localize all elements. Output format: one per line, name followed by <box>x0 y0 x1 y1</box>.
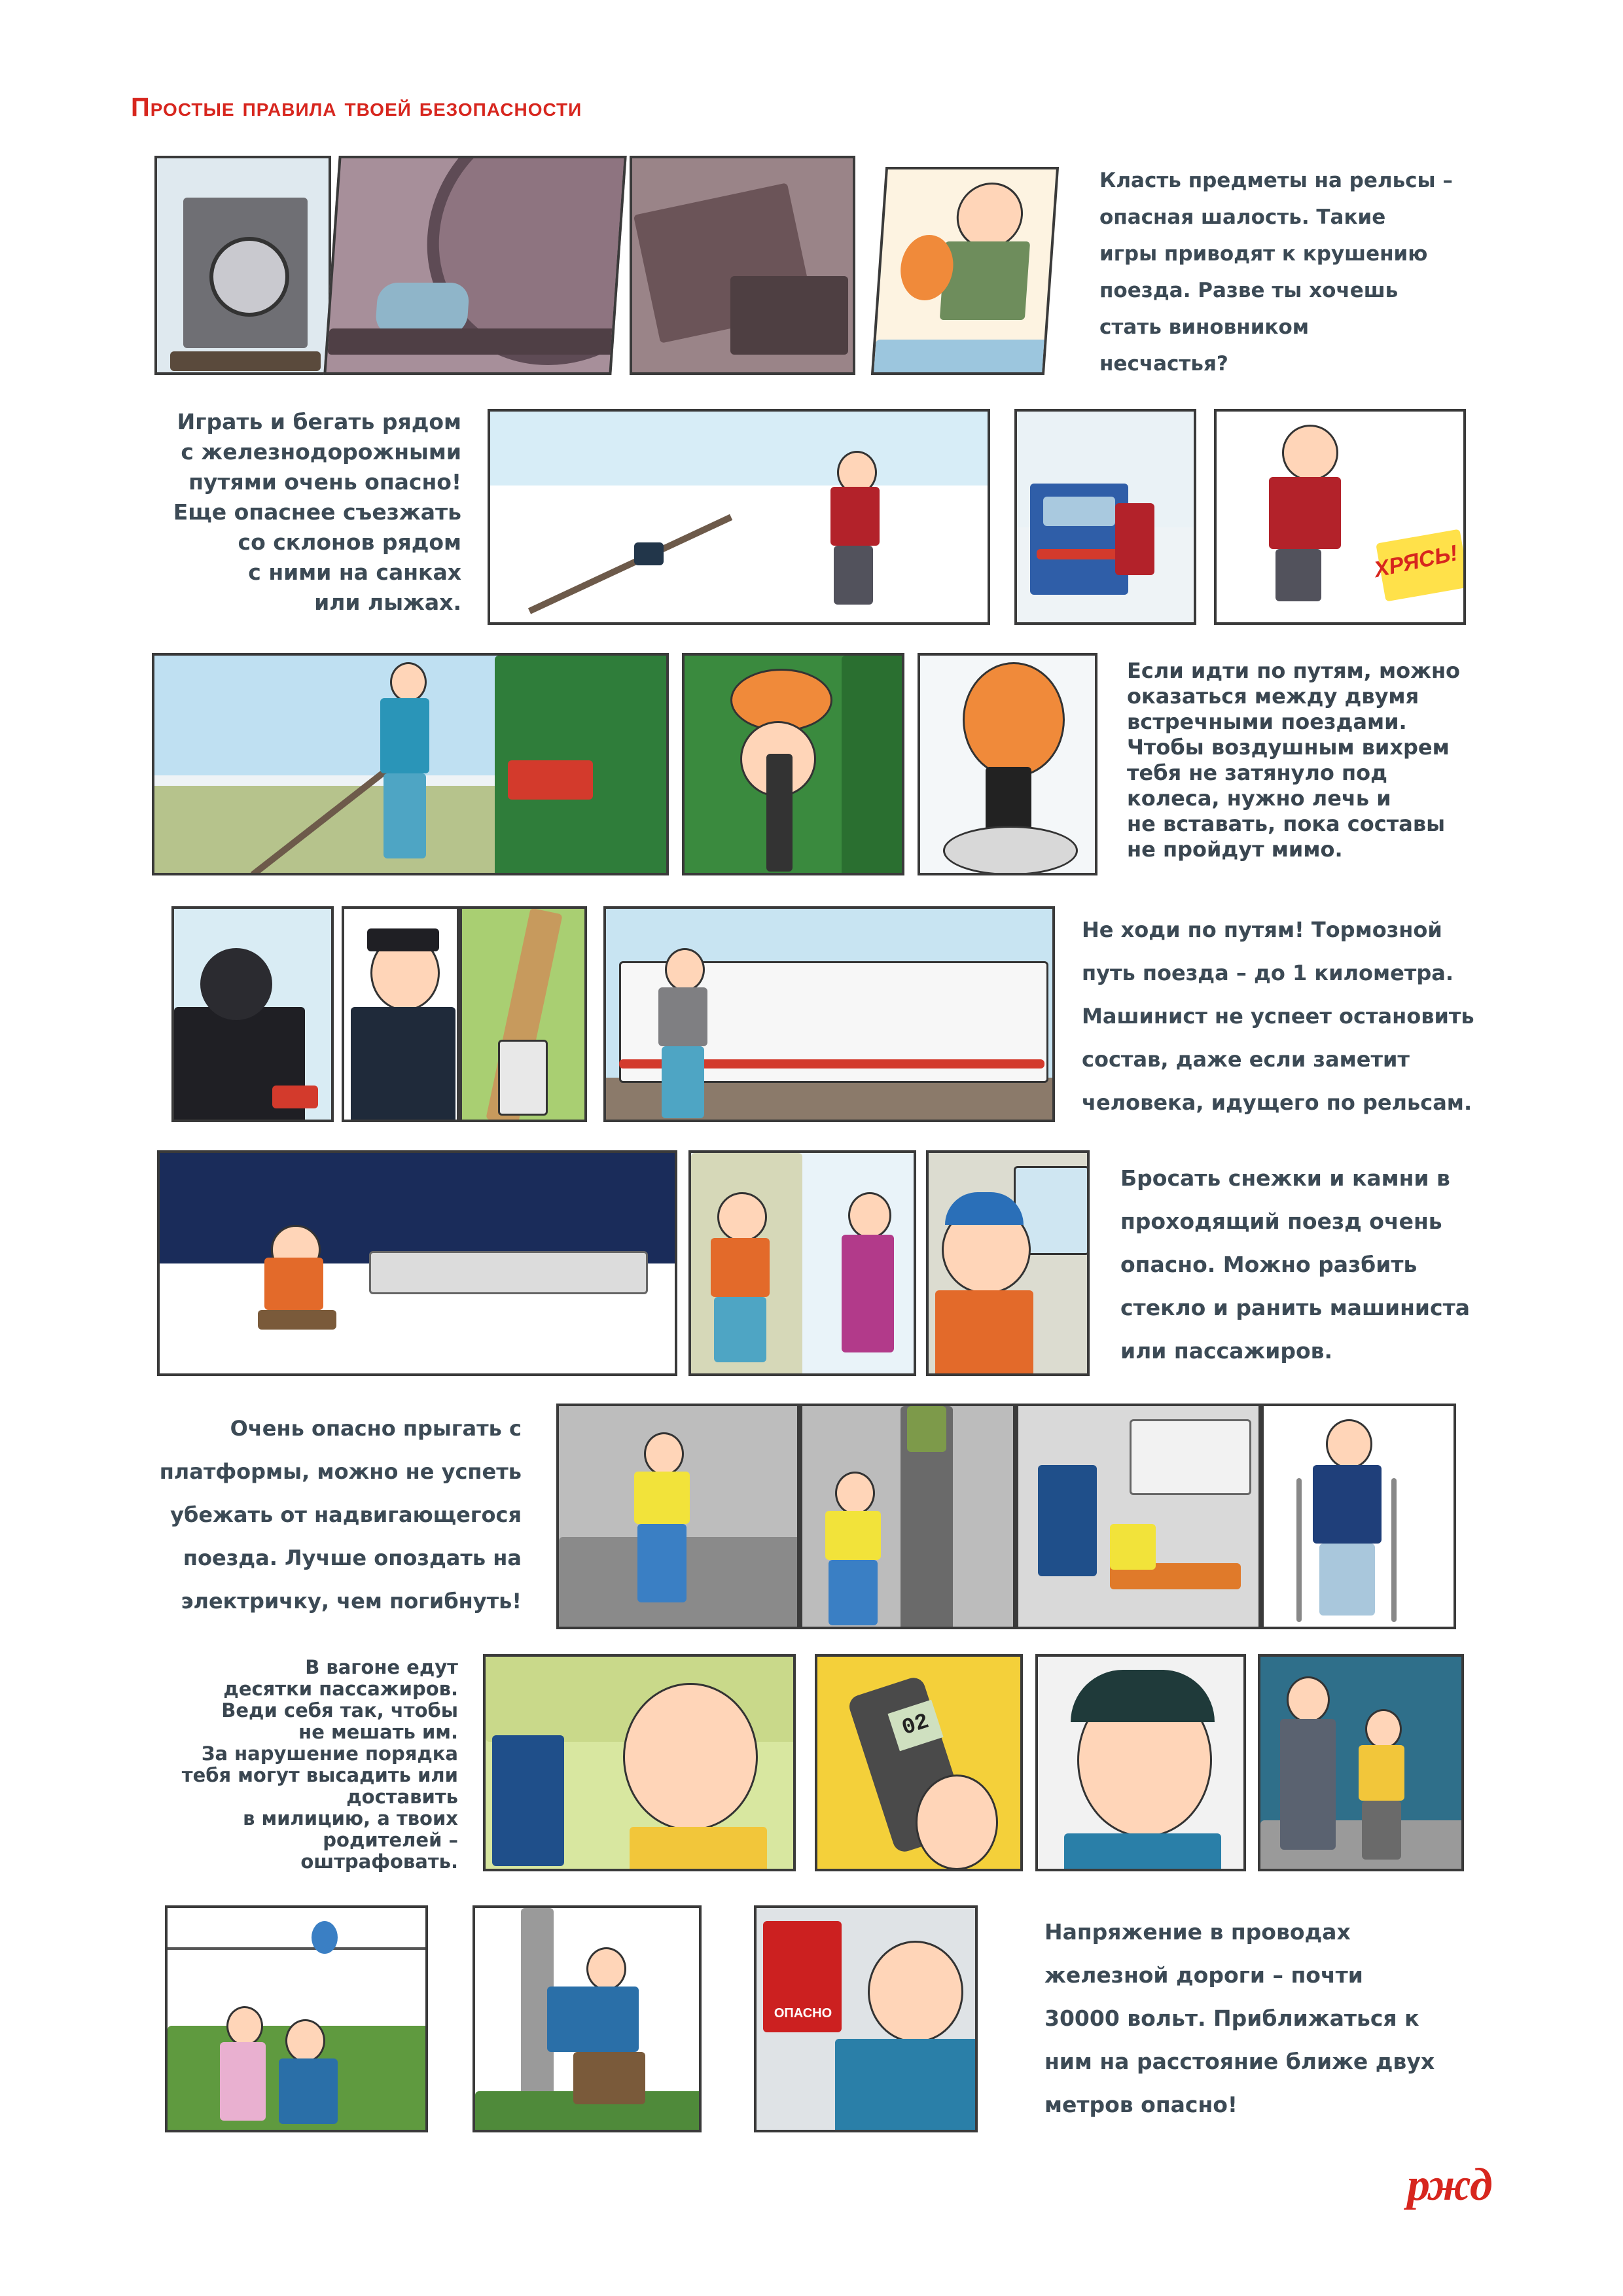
panel-sledding-night <box>157 1150 677 1376</box>
panel-skier-near-tracks <box>488 409 990 625</box>
panel-driver-back-view <box>171 906 334 1122</box>
panel-boy-on-track <box>800 1404 1016 1629</box>
panel-train-window-passenger <box>926 1150 1090 1376</box>
text-high-voltage: Напряжение в проводах железной дороги – почти 30000 вольт. Приближаться к ним на расстояние ближе двух метров опасно! <box>1044 1919 1435 2117</box>
panel-man-on-phone <box>1035 1654 1246 1871</box>
panel-train-and-skier <box>1014 409 1196 625</box>
panel-kid-with-toy-train <box>871 167 1059 375</box>
panel-boy-making-face <box>483 1654 796 1871</box>
panel-man-climbing-pole <box>473 1905 702 2132</box>
panel-kids-with-balloon <box>165 1905 428 2132</box>
panel-steam-locomotive <box>154 156 331 375</box>
panel-train-on-curve <box>459 906 587 1122</box>
warning-sign-label: ОПАСНО <box>774 2006 832 2021</box>
text-passenger-behavior: В вагоне едут десятки пассажиров. Веди себя так, чтобы не мешать им. За нарушение порядка тебя могут высадить или доставить в милицию, а твоих родителей – оштрафовать. <box>181 1656 458 1873</box>
rzd-logo: ржд <box>1407 2160 1491 2210</box>
panel-phone-02 <box>815 1654 1023 1871</box>
panel-police-and-boy <box>1258 1654 1464 1871</box>
panel-boy-and-train <box>603 906 1055 1122</box>
text-dont-walk-on-tracks: Не ходи по путям! Тормозной путь поезда – до 1 километра. Машинист не успеет остановить состав, даже если заметит человека, идущего по рельсам. <box>1082 917 1474 1115</box>
panel-ambulance <box>1016 1404 1261 1629</box>
panel-boy-jumping <box>556 1404 800 1629</box>
text-between-two-trains: Если идти по путям, можно оказаться между двумя встречными поездами. Чтобы воздушным вихрем тебя не затянуло под колеса, нужно лечь и не вставать, пока составы не пройдут мимо. <box>1127 658 1461 862</box>
text-jumping-from-platform: Очень опасно прыгать с платформы, можно не успеть убежать от надвигающегося поезда. Лучше опоздать на электричку, чем погибнуть! <box>159 1416 522 1614</box>
panel-walking-between-trains <box>152 653 669 875</box>
page-title: Простые правила твоей безопасности <box>131 93 582 122</box>
panel-driver-front-view <box>342 906 459 1122</box>
panel-cap-on-post <box>918 653 1097 875</box>
panel-danger-sign <box>754 1905 978 2132</box>
panel-boy-on-crutches <box>1261 1404 1456 1629</box>
text-objects-on-rails: Класть предметы на рельсы – опасная шалость. Такие игры приводят к крушению поезда. Разве ты хочешь стать виновником несчастья? <box>1099 169 1453 376</box>
phone-display: 02 <box>887 1700 943 1752</box>
panel-boy-holding-post <box>682 653 904 875</box>
panel-rock-on-rail <box>323 156 626 375</box>
panel-derailed-train <box>630 156 855 375</box>
panel-kid-throwing-snowball <box>688 1150 916 1376</box>
panel-skier-crash <box>1214 409 1466 625</box>
text-snowballs-at-train: Бросать снежки и камни в проходящий поезд очень опасно. Можно разбить стекло и ранить машиниста или пассажиров. <box>1120 1165 1470 1364</box>
text-playing-near-tracks: Играть и бегать рядом с железнодорожными путями очень опасно! Еще опаснее съезжать со склонов рядом с ними на санках или лыжах. <box>173 409 461 615</box>
sound-effect-label: ХРЯСЬ! <box>1372 540 1460 583</box>
